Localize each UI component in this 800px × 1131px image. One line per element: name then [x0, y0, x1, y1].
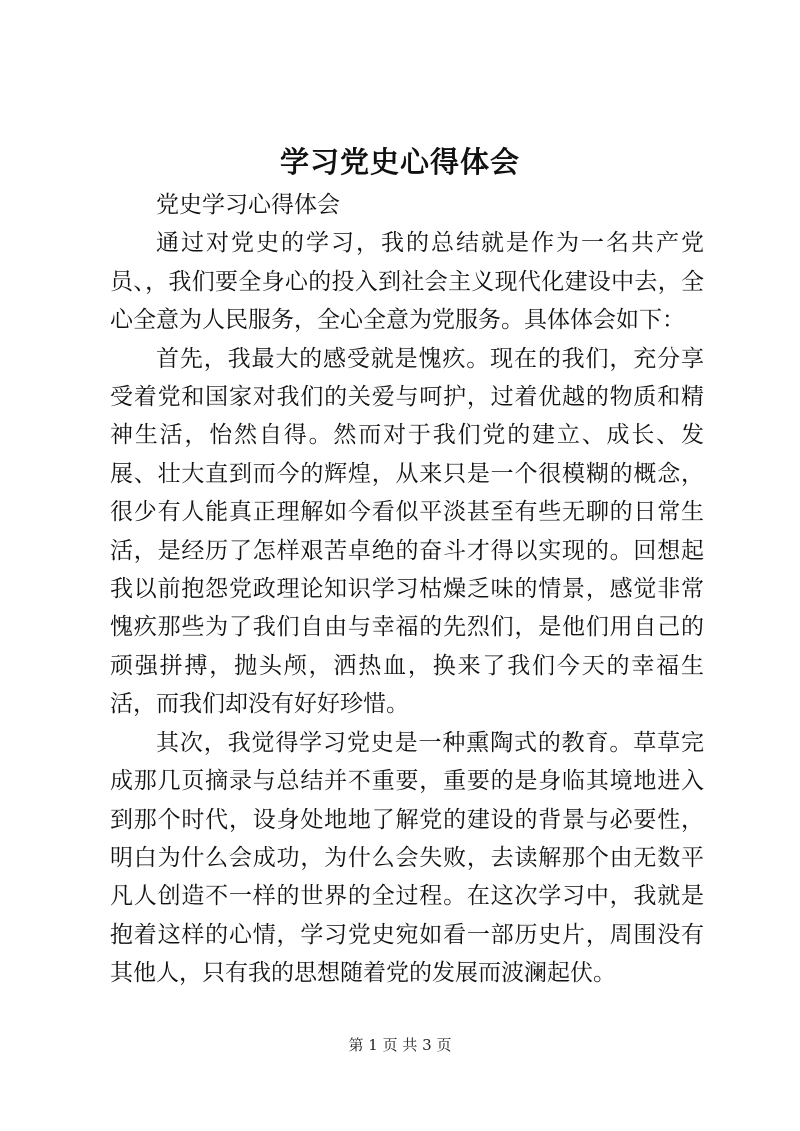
paragraph-intro: 通过对党史的学习，我的总结就是作为一名共产党员、，我们要全身心的投入到社会主义现代化建设中去，全心全意为人民服务，全心全意为党服务。具体体会如下： [110, 230, 704, 334]
paragraph-subtitle: 党史学习心得体会 [156, 192, 340, 218]
page-footer: 第 1 页 共 3 页 [348, 1036, 452, 1054]
paragraph-second: 其次，我觉得学习党史是一种熏陶式的教育。草草完成那几页摘录与总结并不重要，重要的是身临其境地进入到那个时代，设身处地地了解党的建设的背景与必要性，明白为什么会成功，为什么会失败，去读解那个由无数平凡人创造不一样的世界的全过程。在这次学习中，我就是抱着这样的心情，学习党史宛如看一部历史片，周围没有其他人，只有我的思想随着党的发展而波澜起伏。 [110, 729, 704, 987]
paragraph-first: 首先，我最大的感受就是愧疚。现在的我们，充分享受着党和国家对我们的关爱与呵护，过着优越的物质和精神生活，怡然自得。然而对于我们党的建立、成长、发展、壮大直到而今的辉煌，从来只是一个很模糊的概念，很少有人能真正理解如今看似平淡甚至有些无聊的日常生活，是经历了怎样艰苦卓绝的奋斗才得以实现的。回想起我以前抱怨党政理论知识学习枯燥乏味的情景，感觉非常愧疚那些为了我们自由与幸福的先烈们，是他们用自己的顽强拼搏，抛头颅，洒热血，换来了我们今天的幸福生活，而我们却没有好好珍惜。 [110, 345, 704, 718]
document-body [110, 186, 704, 993]
document-title: 学习党史心得体会 [279, 145, 520, 179]
